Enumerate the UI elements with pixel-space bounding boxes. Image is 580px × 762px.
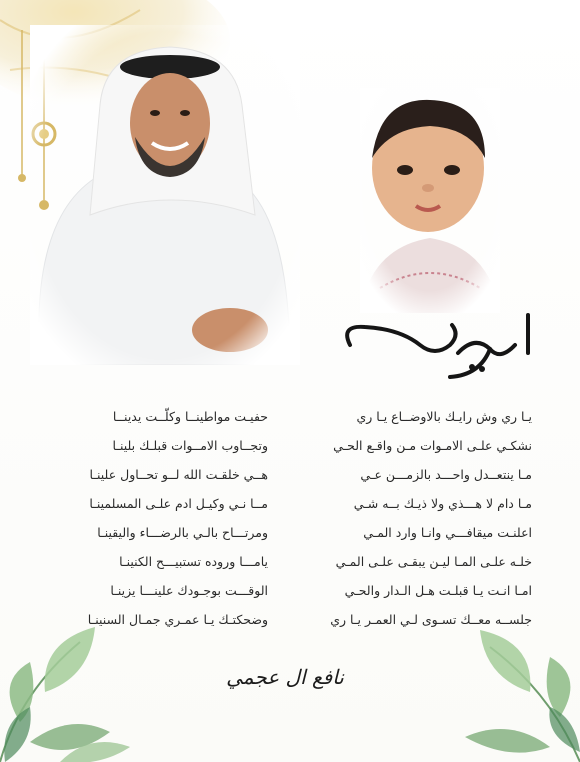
title-text: يا ري xyxy=(438,383,442,384)
poem-right-column xyxy=(300,402,532,634)
verse-right-8: جلســه معــك تسـوى لـي العمـر يـا ري xyxy=(330,612,532,627)
verse-right-3: مـا ينتعــدل واحـــد بالزمـــن عـي xyxy=(360,467,532,482)
verse-right-5: اعلنـت ميقافـــي وانـا وارد المـي xyxy=(363,525,532,540)
man-portrait-photo xyxy=(30,25,300,365)
verse-right-4: مـا دام لا هـــذي ولا ذيـك بــه شـي xyxy=(353,496,532,511)
verse-left-5: ومرتـــاح بالـي بالرضـــاء واليقينـا xyxy=(97,525,268,540)
verse-left-2: وتجــاوب الامــوات قبلـك بلينـا xyxy=(112,438,268,453)
verse-left-8: وضحكتـك يـا عمـري جمـال السنينـا xyxy=(87,612,268,627)
verse-left-7: الوقـــت بوجـودك علينـــا يزينـا xyxy=(110,583,268,598)
verse-left-1: حفيـت مواطينــا وكلّــت يدينــا xyxy=(112,409,268,424)
poem-left-column xyxy=(40,402,268,634)
verse-right-2: نشكـي علـى الامـوات مـن واقـع الحـي xyxy=(333,438,532,453)
verse-left-4: مــا نـي وكيـل ادم علـى المسلمينـا xyxy=(89,496,268,511)
verse-right-7: امـا انـت يـا قبلـت هـل الـدار والحـي xyxy=(344,583,532,598)
baby-portrait-photo xyxy=(360,88,500,313)
leaves-decoration-right xyxy=(450,622,580,762)
poet-signature: نافع ال عجمي xyxy=(226,665,344,689)
title-calligraphy xyxy=(340,305,540,385)
leaves-decoration-left xyxy=(0,622,140,762)
verse-right-6: خلـه علـى المـا ليـن يبقـى علـى المـي xyxy=(335,554,532,569)
verse-left-3: هــي خلقـت الله لــو تحــاول علينـا xyxy=(89,467,268,482)
verse-right-1: يـا ري وش رايـك بالاوضــاع يـا ري xyxy=(356,409,532,424)
verse-left-6: يامـــا وروده تستبيـــح الكنينـا xyxy=(119,554,268,569)
